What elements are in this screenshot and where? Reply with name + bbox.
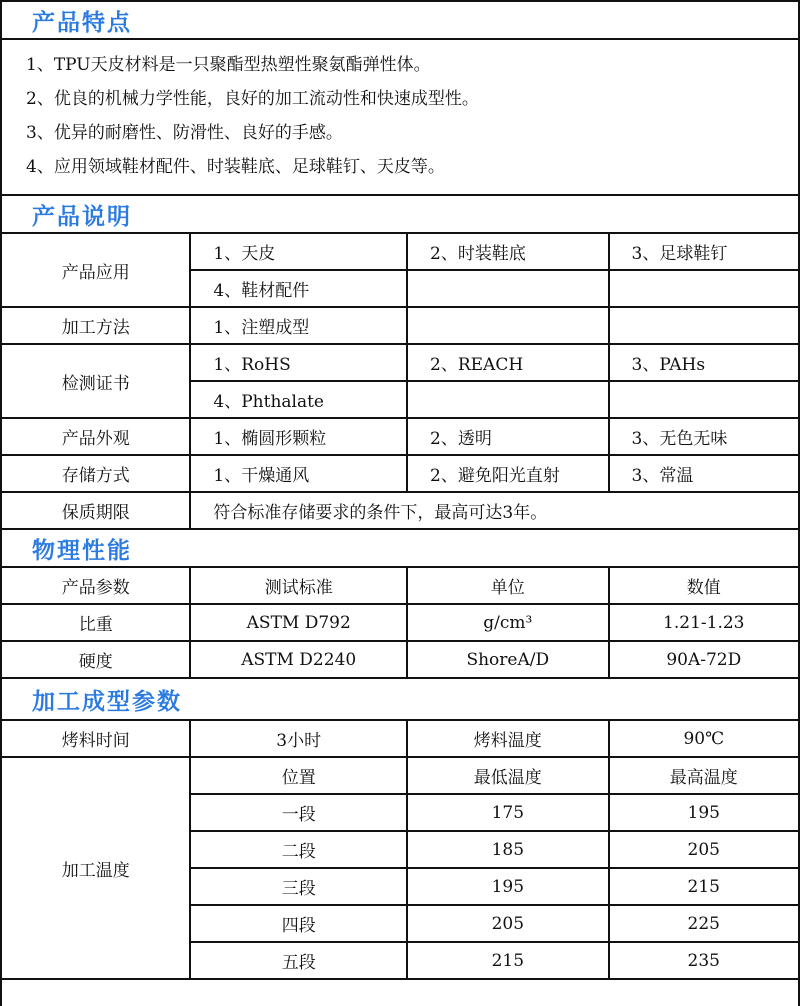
max-temp: 235 [609,942,798,979]
min-temp: 215 [407,942,609,979]
empty-cell [407,307,609,344]
feature-item: 2、优良的机械力学性能，良好的加工流动性和快速成型性。 [26,89,479,109]
column-header: 位置 [190,757,407,794]
column-header: 测试标准 [190,567,407,604]
storage-item: 2、避免阳光直射 [407,455,609,492]
storage-row [2,455,798,492]
empty-cell [407,381,609,418]
shelf-life-label: 保质期限 [2,492,190,529]
appearance-label: 产品外观 [2,418,190,455]
zone: 五段 [190,942,407,979]
application-row-1 [2,233,798,270]
physical-row-hardness [2,641,798,678]
drying-temp-value: 90℃ [609,720,798,757]
appearance-item: 1、椭圆形颗粒 [190,418,407,455]
zone: 二段 [190,831,407,868]
unit: g/cm³ [407,604,609,641]
application-item: 3、足球鞋钉 [609,233,798,270]
min-temp: 205 [407,905,609,942]
empty-cell [609,381,798,418]
certification-label: 检测证书 [2,344,190,418]
column-header: 最高温度 [609,757,798,794]
feature-item: 1、TPU天皮材料是一只聚酯型热塑性聚氨酯弹性体。 [26,55,431,75]
certification-row-1 [2,344,798,381]
storage-label: 存储方式 [2,455,190,492]
value: 1.21-1.23 [609,604,798,641]
storage-item: 3、常温 [609,455,798,492]
property-name: 比重 [2,604,190,641]
processing-row [2,307,798,344]
test-standard: ASTM D2240 [190,641,407,678]
processing-item: 1、注塑成型 [190,307,407,344]
section-title-features: 产品特点 [2,2,798,39]
max-temp: 215 [609,868,798,905]
appearance-row [2,418,798,455]
appearance-item: 2、透明 [407,418,609,455]
features-row [2,39,798,195]
shelf-life-value: 符合标准存储要求的条件下，最高可达3年。 [190,492,798,529]
section-physical-title-row [2,529,798,567]
application-item: 4、鞋材配件 [190,270,407,307]
feature-item: 3、优异的耐磨性、防滑性、良好的手感。 [26,123,343,143]
certification-item: 3、PAHs [609,344,798,381]
section-molding-title-row [2,678,798,720]
feature-item: 4、应用领域鞋材配件、时装鞋底、足球鞋钉、天皮等。 [26,157,445,177]
unit: ShoreA/D [407,641,609,678]
drying-time-value: 3小时 [190,720,407,757]
column-header: 单位 [407,567,609,604]
features-list [2,39,798,195]
temperature-header-row [2,757,798,794]
zone: 一段 [190,794,407,831]
column-header: 最低温度 [407,757,609,794]
test-standard: ASTM D792 [190,604,407,641]
section-description-title-row [2,195,798,233]
spec-table [2,2,798,980]
processing-label: 加工方法 [2,307,190,344]
processing-temperature-label: 加工温度 [2,757,190,979]
drying-row [2,720,798,757]
shelf-life-row [2,492,798,529]
column-header: 数值 [609,567,798,604]
drying-temp-label: 烤料温度 [407,720,609,757]
zone: 三段 [190,868,407,905]
application-item: 1、天皮 [190,233,407,270]
section-title-description: 产品说明 [2,195,798,233]
section-title-physical: 物理性能 [2,529,798,567]
certification-item: 2、REACH [407,344,609,381]
application-label: 产品应用 [2,233,190,307]
section-features-title-row [2,2,798,39]
drying-time-label: 烤料时间 [2,720,190,757]
certification-item: 1、RoHS [190,344,407,381]
physical-row-density [2,604,798,641]
section-title-molding: 加工成型参数 [2,678,798,720]
zone: 四段 [190,905,407,942]
value: 90A-72D [609,641,798,678]
min-temp: 175 [407,794,609,831]
max-temp: 195 [609,794,798,831]
empty-cell [609,270,798,307]
physical-header-row [2,567,798,604]
storage-item: 1、干燥通风 [190,455,407,492]
min-temp: 185 [407,831,609,868]
application-item: 2、时装鞋底 [407,233,609,270]
empty-cell [407,270,609,307]
min-temp: 195 [407,868,609,905]
empty-cell [609,307,798,344]
property-name: 硬度 [2,641,190,678]
max-temp: 225 [609,905,798,942]
certification-item: 4、Phthalate [190,381,407,418]
appearance-item: 3、无色无味 [609,418,798,455]
column-header: 产品参数 [2,567,190,604]
max-temp: 205 [609,831,798,868]
